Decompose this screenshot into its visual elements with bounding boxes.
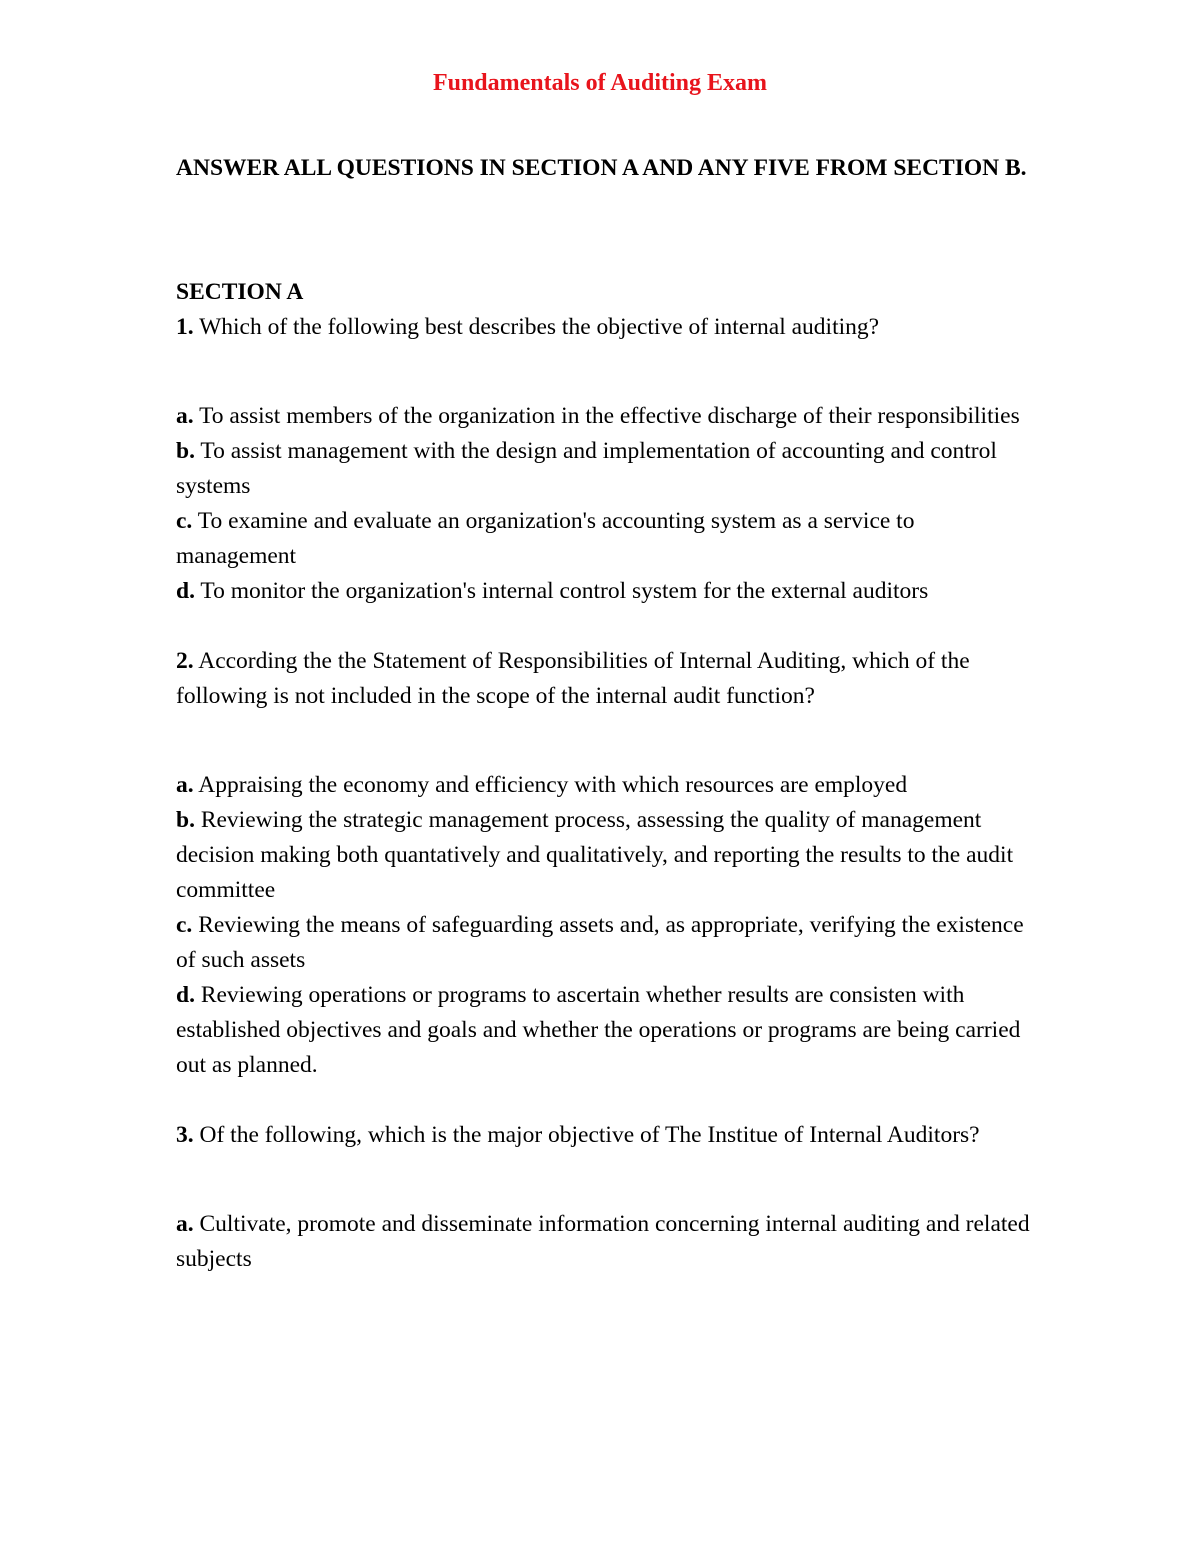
question-text: According the the Statement of Responsibilities of Internal Auditing, which of the following is not included in the scope of the internal audit function?: [176, 648, 970, 709]
option-text: To assist management with the design and implementation of accounting and control systems: [176, 438, 997, 499]
question-text: Of the following, which is the major objective of The Institue of Internal Auditors?: [199, 1122, 980, 1148]
question-2: [176, 644, 1036, 714]
option-letter: c.: [176, 912, 193, 938]
option-text: Reviewing the means of safeguarding assets and, as appropriate, verifying the existence of such assets: [176, 912, 1024, 973]
question-1-options: [176, 399, 1036, 609]
option-2d: [176, 978, 1036, 1083]
option-letter: c.: [176, 508, 193, 534]
option-1b: [176, 434, 1036, 504]
option-letter: a.: [176, 772, 194, 798]
option-3a: [176, 1207, 1036, 1277]
document-title: Fundamentals of Auditing Exam: [432, 70, 768, 96]
option-letter: d.: [176, 578, 195, 604]
question-3-options: [176, 1207, 1036, 1277]
option-text: To examine and evaluate an organization's accounting system as a service to management: [176, 508, 915, 569]
document-body: [176, 151, 1036, 1277]
question-1: [176, 310, 1036, 345]
option-text: Cultivate, promote and disseminate information concerning internal auditing and related subjects: [176, 1211, 1030, 1272]
question-2-options: [176, 768, 1036, 1083]
option-letter: b.: [176, 807, 195, 833]
question-number: 3.: [176, 1122, 194, 1148]
question-number: 2.: [176, 648, 194, 674]
option-1a: [176, 399, 1036, 434]
section-heading: SECTION A: [176, 279, 304, 305]
option-1d: [176, 574, 1036, 609]
question-number: 1.: [176, 314, 194, 340]
option-letter: a.: [176, 1211, 194, 1237]
option-letter: d.: [176, 982, 195, 1008]
question-text: Which of the following best describes the objective of internal auditing?: [199, 314, 880, 340]
option-2a: [176, 768, 1036, 803]
option-2b: [176, 803, 1036, 908]
exam-instructions: ANSWER ALL QUESTIONS IN SECTION A AND ANY FIVE FROM SECTION B.: [176, 155, 1027, 181]
option-text: To assist members of the organization in the effective discharge of their responsibilities: [199, 403, 1020, 429]
question-3: [176, 1118, 1036, 1153]
option-text: Reviewing the strategic management process, assessing the quality of management decision making both quantatively and qualitatively, and reporting the results to the audit committee: [176, 807, 1014, 903]
option-text: Reviewing operations or programs to ascertain whether results are consisten with established objectives and goals and whether the operations or programs are being carried out as planned.: [176, 982, 1021, 1078]
option-text: Appraising the economy and efficiency with which resources are employed: [198, 772, 908, 798]
option-1c: [176, 504, 1036, 574]
option-2c: [176, 908, 1036, 978]
option-letter: a.: [176, 403, 194, 429]
option-letter: b.: [176, 438, 195, 464]
option-text: To monitor the organization's internal control system for the external auditors: [200, 578, 929, 604]
